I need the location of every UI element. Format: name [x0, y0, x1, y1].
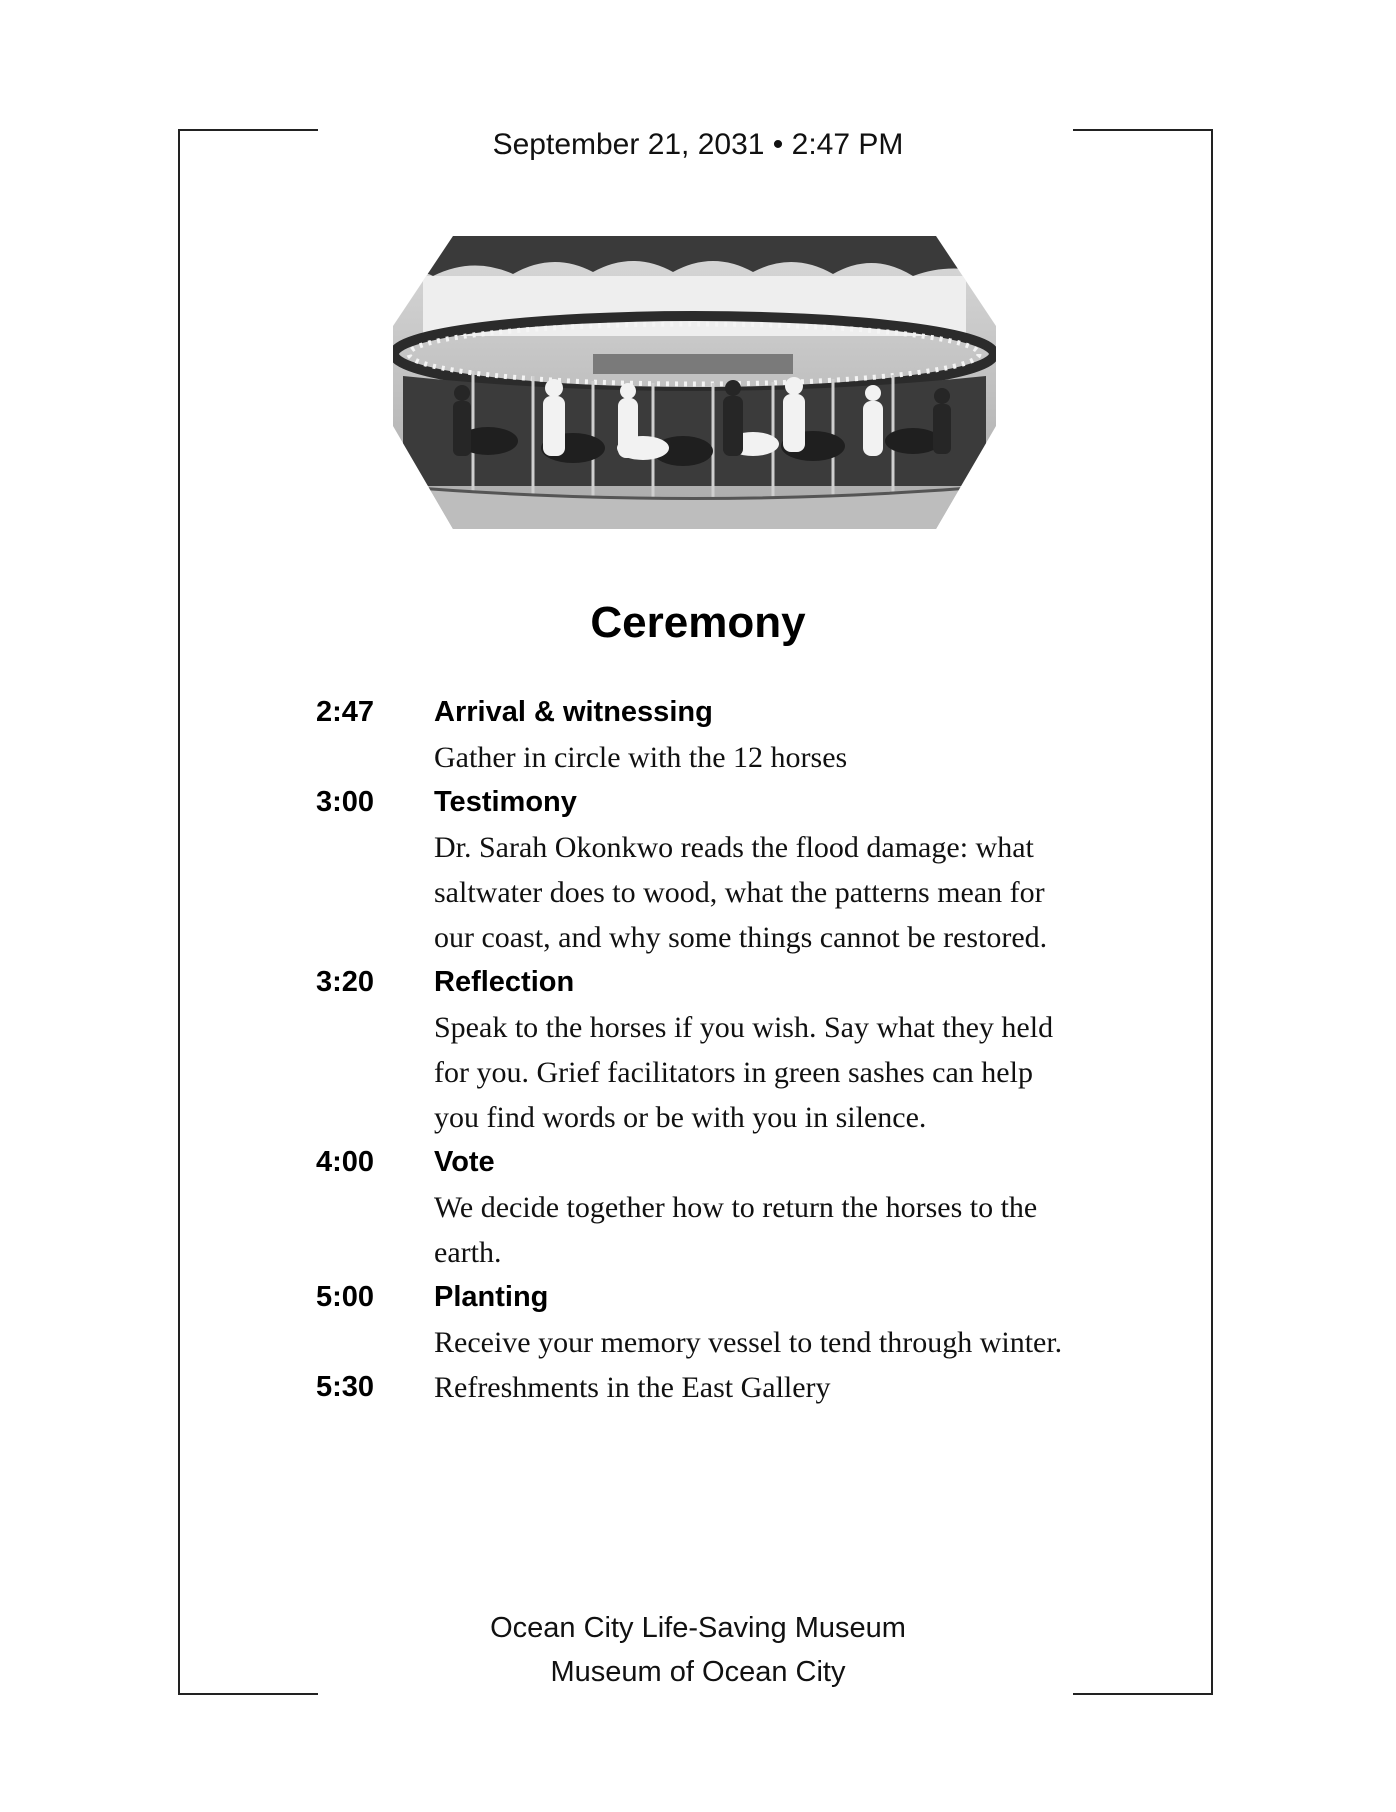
schedule-heading: Arrival & witnessing [434, 696, 713, 728]
event-date-time: September 21, 2031 • 2:47 PM [492, 128, 904, 161]
schedule-heading: Vote [434, 1146, 495, 1178]
schedule-time: 3:00 [316, 786, 375, 818]
schedule-description: Dr. Sarah Okonkwo reads the flood damage: what saltwater does to wood, what the patterns mean for our coast, and why some things cannot be restored. [434, 831, 1048, 954]
schedule-description: Gather in circle with the 12 horses [434, 741, 848, 774]
schedule-item [316, 780, 1076, 960]
frame-right [1211, 129, 1213, 1695]
schedule-description: We decide together how to return the horses to the earth. [434, 1191, 1038, 1269]
schedule-item [316, 1275, 1076, 1365]
schedule-heading: Planting [434, 1281, 549, 1313]
footer [0, 1606, 1396, 1694]
schedule-list [316, 690, 1076, 1410]
schedule-heading: Reflection [434, 966, 575, 998]
footer-organizer: Ocean City Life-Saving Museum [490, 1612, 906, 1644]
schedule-heading: Testimony [434, 786, 577, 818]
schedule-time: 3:20 [316, 966, 375, 998]
schedule-time: 5:30 [316, 1371, 375, 1403]
schedule-item [316, 960, 1076, 1140]
schedule-item [316, 1365, 1076, 1410]
page-title: Ceremony [590, 598, 806, 647]
carousel-photo [393, 236, 996, 529]
schedule-description: Refreshments in the East Gallery [434, 1371, 831, 1404]
footer-organizer-secondary: Museum of Ocean City [550, 1656, 846, 1688]
schedule-time: 5:00 [316, 1281, 375, 1313]
schedule-description: Speak to the horses if you wish. Say what they held for you. Grief facilitators in green sashes can help you find words or be with you in silence. [434, 1011, 1054, 1134]
schedule-item [316, 690, 1076, 780]
schedule-item [316, 1140, 1076, 1275]
frame-left [178, 129, 180, 1695]
schedule-description: Receive your memory vessel to tend through winter. [434, 1326, 1063, 1359]
schedule-time: 2:47 [316, 696, 375, 728]
schedule-time: 4:00 [316, 1146, 375, 1178]
